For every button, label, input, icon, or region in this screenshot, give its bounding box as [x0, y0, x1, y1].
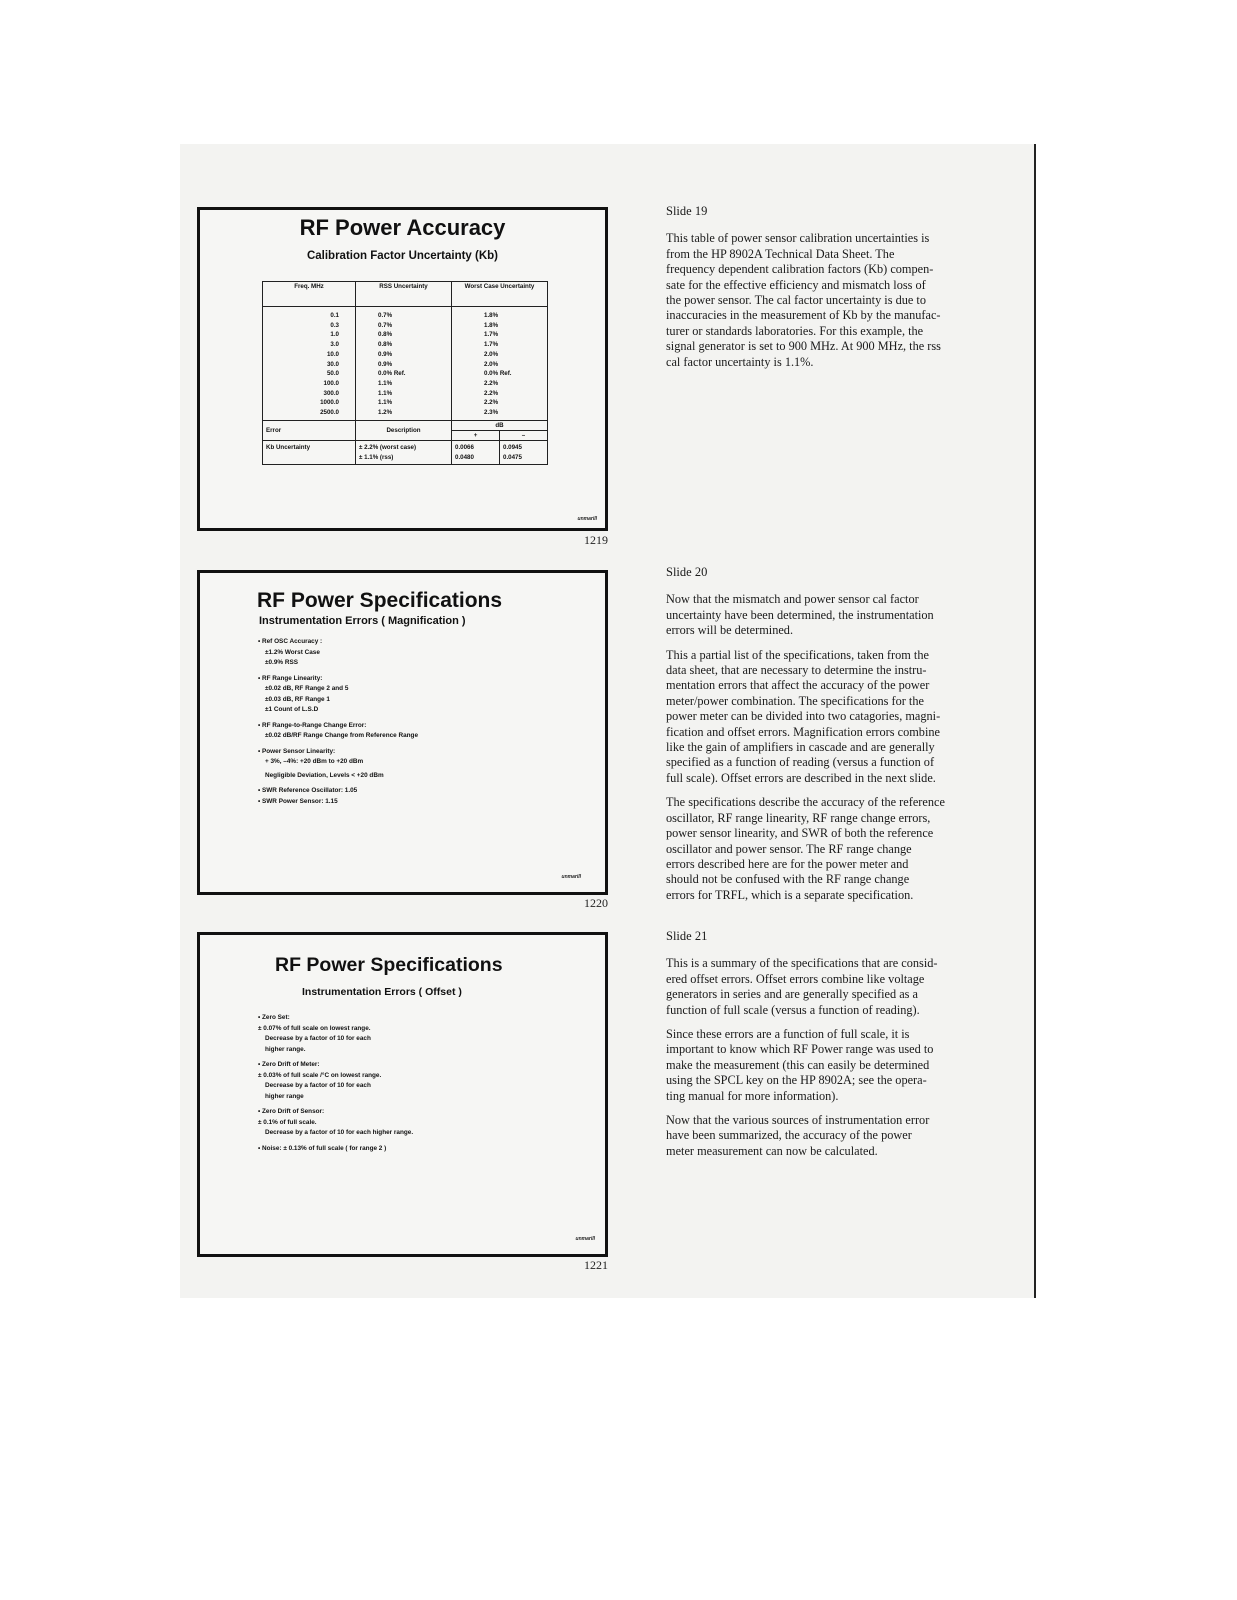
freq-cell: 0.1 [330, 312, 339, 319]
freq-column [263, 307, 356, 421]
rss-cell: 0.9% [378, 350, 393, 358]
worst-cell: 1.7% [484, 331, 499, 339]
worst-cell: 2.2% [484, 379, 499, 387]
slide-19-logo: unmarill [577, 516, 597, 522]
text-line: like the gain of amplifiers in cascade and are generally [666, 740, 935, 755]
header-rss: RSS Uncertainty [356, 282, 452, 307]
spec-line: • Noise: ± 0.13% of full scale ( for range 2 ) [258, 1144, 387, 1152]
page-edge [1034, 144, 1036, 1298]
slide-19-title: RF Power Accuracy [299, 215, 506, 240]
error-header-row [263, 420, 548, 430]
text-line: Since these errors are a function of full scale, it is [666, 1027, 910, 1042]
text-line: full scale). Offset errors are described in the next slide. [666, 770, 936, 785]
spec-line: • RF Range-to-Range Change Error: [258, 721, 367, 729]
kb-plus-worst: 0.0066 [455, 443, 474, 451]
spec-line: Decrease by a factor of 10 for each [265, 1035, 371, 1042]
text-line: mentation errors that affect the accuracy of the power [666, 678, 930, 693]
slide-21-paragraph-1 [666, 956, 1030, 1018]
spec-line: ±1 Count of L.S.D [265, 706, 319, 713]
slide-20-title: RF Power Specifications [257, 589, 503, 612]
text-line: inaccuracies in the measurement of Kb by the manufac- [666, 308, 941, 323]
spec-line: ±0.03 dB, RF Range 1 [265, 695, 330, 703]
spec-line: • Zero Drift of Sensor: [258, 1108, 325, 1115]
worst-cell: 1.8% [484, 312, 499, 319]
slide-20-frame [197, 570, 608, 895]
slide-20-subtitle: Instrumentation Errors ( Magnification ) [259, 615, 466, 627]
text-line: turer or standards laboratories. For this example, the [666, 323, 924, 338]
text-line: from the HP 8902A Technical Data Sheet. The [666, 246, 895, 261]
freq-cell: 300.0 [323, 389, 339, 397]
text-line: make the measurement (this can easily be determined [666, 1057, 930, 1072]
text-line: This is a summary of the specifications that are consid- [666, 956, 938, 971]
db-header: dB [452, 420, 548, 430]
text-line: Now that the various sources of instrumentation error [666, 1113, 930, 1128]
kb-plus [452, 440, 500, 464]
slide-20-heading: Slide 20 [666, 565, 708, 579]
rss-cell: 0.9% [378, 360, 393, 368]
spec-line: ±0.9% RSS [265, 659, 298, 666]
spec-line: • SWR Power Sensor: 1.15 [258, 797, 338, 805]
description-header: Description [356, 420, 452, 440]
rss-cell: 0.7% [378, 321, 393, 329]
text-line: power sensor linearity, and SWR of both the reference [666, 826, 934, 841]
slide-19-paragraph [666, 231, 1030, 370]
slide-20-spec-list [258, 637, 418, 807]
page-number-1220: 1220 [584, 896, 608, 910]
text-line: fication and offset errors. Magnification errors combine [666, 724, 940, 739]
kb-minus-worst: 0.0945 [503, 443, 522, 451]
slide-21-title: RF Power Specifications [275, 954, 503, 976]
worst-cell: 2.0% [484, 350, 499, 358]
spec-line: • Zero Set: [258, 1014, 290, 1021]
worst-cell: 1.7% [484, 341, 499, 349]
text-line: should not be confused with the RF range change [666, 872, 910, 887]
kb-row [263, 440, 548, 464]
slide-21-subtitle: Instrumentation Errors ( Offset ) [302, 986, 462, 998]
rss-column [356, 307, 452, 421]
text-line: cal factor uncertainty is 1.1%. [666, 354, 814, 369]
freq-cell: 1000.0 [320, 399, 339, 407]
rss-cell: 1.1% [378, 389, 393, 397]
worst-cell: 1.8% [484, 321, 499, 329]
text-line: errors for TRFL, which is a separate specification. [666, 887, 914, 902]
rss-cell: 0.8% [378, 331, 393, 339]
spec-line: • Zero Drift of Meter: [258, 1061, 320, 1068]
text-line: frequency dependent calibration factors (Kb) compen- [666, 262, 934, 277]
text-line: sate for the effective efficiency and mismatch loss of [666, 277, 926, 292]
freq-values [266, 311, 339, 418]
text-line: oscillator, RF range linearity, RF range change errors, [666, 810, 931, 825]
text-line: generators in series and are generally specified as a [666, 987, 918, 1002]
table-data-row [263, 307, 548, 421]
kb-desc-rss: ± 1.1% (rss) [359, 453, 394, 461]
freq-cell: 1.0 [330, 331, 339, 339]
slide-20-paragraph-1 [666, 592, 1030, 638]
text-line: errors will be determined. [666, 623, 794, 638]
text-line: oscillator and power sensor. The RF range change [666, 841, 912, 856]
header-worst: Worst Case Uncertainty [452, 282, 548, 307]
rss-cell: 0.0% Ref. [378, 370, 406, 378]
page-number-1219: 1219 [584, 533, 608, 547]
worst-cell: 2.2% [484, 389, 499, 397]
freq-cell: 50.0 [326, 370, 339, 378]
slide-19-notes [666, 204, 1030, 379]
slide-21-paragraph-2 [666, 1027, 1030, 1104]
rss-cell: 0.8% [378, 341, 393, 349]
slide-19-subtitle: Calibration Factor Uncertainty (Kb) [306, 250, 499, 262]
spec-line: higher range [265, 1092, 304, 1100]
slide-20-notes [666, 565, 1030, 912]
freq-cell: 0.3 [330, 321, 339, 329]
calibration-factor-table [262, 281, 548, 465]
slide-21-notes [666, 929, 1030, 1168]
text-line: the power sensor. The cal factor uncertainty is due to [666, 293, 926, 308]
spec-line: ± 0.1% of full scale. [258, 1118, 317, 1126]
spec-line: Decrease by a factor of 10 for each higher range. [265, 1129, 414, 1136]
text-line: meter/power combination. The specifications for the [666, 693, 924, 708]
text-line: function of full scale (versus a function of reading). [666, 1002, 920, 1017]
worst-values [484, 311, 544, 418]
slide-21-logo: unmarill [575, 1236, 595, 1242]
text-line: important to know which RF Power range was used to [666, 1042, 934, 1057]
text-line: ered offset errors. Offset errors combine like voltage [666, 971, 925, 986]
text-line: power meter can be divided into two catagories, magni- [666, 709, 941, 724]
rss-cell: 1.1% [378, 379, 393, 387]
text-line: meter measurement can now be calculated. [666, 1143, 878, 1158]
kb-error-name: Kb Uncertainty [263, 440, 356, 464]
plus-header: + [452, 430, 500, 440]
rss-cell: 0.7% [378, 312, 393, 319]
freq-cell: 100.0 [323, 379, 339, 387]
spec-line: + 3%, –4%: +20 dBm to +20 dBm [265, 758, 364, 765]
slide-21-spec-list [258, 1013, 413, 1154]
text-line: signal generator is set to 900 MHz. At 900 MHz, the rss [666, 339, 941, 354]
kb-description [356, 440, 452, 464]
worst-cell: 2.3% [484, 409, 499, 417]
slide-21-paragraph-3 [666, 1113, 1030, 1159]
kb-desc-worst: ± 2.2% (worst case) [359, 443, 417, 451]
rss-cell: 1.1% [378, 399, 393, 407]
slide-21-frame [197, 932, 608, 1257]
error-header: Error [263, 420, 356, 440]
spec-line: ± 0.03% of full scale /°C on lowest range. [258, 1071, 382, 1079]
slide-19-heading: Slide 19 [666, 204, 708, 218]
spec-line: ±0.02 dB, RF Range 2 and 5 [265, 685, 349, 692]
page-number-1221: 1221 [584, 1258, 608, 1272]
kb-minus [500, 440, 548, 464]
freq-cell: 2500.0 [320, 409, 339, 417]
text-line: ting manual for more information). [666, 1088, 839, 1103]
worst-cell: 2.2% [484, 399, 499, 407]
slide-20-paragraph-3 [666, 795, 1030, 903]
text-line: The specifications describe the accuracy of the reference [666, 795, 945, 810]
kb-minus-rss: 0.0475 [503, 453, 522, 461]
text-line: errors described here are for the power meter and [666, 856, 909, 871]
rss-cell: 1.2% [378, 409, 393, 417]
kb-plus-rss: 0.0480 [455, 453, 474, 461]
rss-values [378, 311, 448, 418]
freq-cell: 30.0 [326, 360, 339, 368]
text-line: Now that the mismatch and power sensor cal factor [666, 592, 919, 607]
slide-21-heading: Slide 21 [666, 929, 708, 943]
spec-line: • SWR Reference Oscillator: 1.05 [258, 787, 358, 794]
slide-20-logo: unmarill [561, 874, 581, 880]
text-line: data sheet, that are necessary to determine the instru- [666, 663, 927, 678]
text-line: have been summarized, the accuracy of the power [666, 1128, 912, 1143]
minus-header: – [500, 430, 548, 440]
freq-cell: 3.0 [330, 341, 339, 349]
spec-line: • Ref OSC Accuracy : [258, 638, 323, 645]
text-line: This table of power sensor calibration uncertainties is [666, 231, 930, 246]
table-header-row [263, 282, 548, 307]
freq-cell: 10.0 [326, 350, 339, 358]
text-line: using the SPCL key on the HP 8902A; see the opera- [666, 1073, 927, 1088]
spec-line: • Power Sensor Linearity: [258, 747, 336, 755]
worst-column [452, 307, 548, 421]
spec-line: higher range. [265, 1045, 306, 1053]
spec-line: Negligible Deviation, Levels < +20 dBm [265, 771, 384, 779]
slide-20-paragraph-2 [666, 648, 1030, 787]
spec-line: ±1.2% Worst Case [265, 648, 320, 656]
spec-line: • RF Range Linearity: [258, 674, 323, 682]
header-freq: Freq. MHz [263, 282, 356, 307]
spec-line: ± 0.07% of full scale on lowest range. [258, 1024, 371, 1032]
spec-line: Decrease by a factor of 10 for each [265, 1082, 371, 1089]
worst-cell: 0.0% Ref. [484, 370, 512, 378]
text-line: specified as a function of reading (versus a function of [666, 755, 935, 770]
worst-cell: 2.0% [484, 360, 499, 368]
spec-line: ±0.02 dB/RF Range Change from Reference Range [265, 732, 419, 739]
text-line: This a partial list of the specifications, taken from the [666, 647, 929, 662]
slide-19-frame [197, 207, 608, 531]
text-line: uncertainty have been determined, the instrumentation [666, 607, 934, 622]
